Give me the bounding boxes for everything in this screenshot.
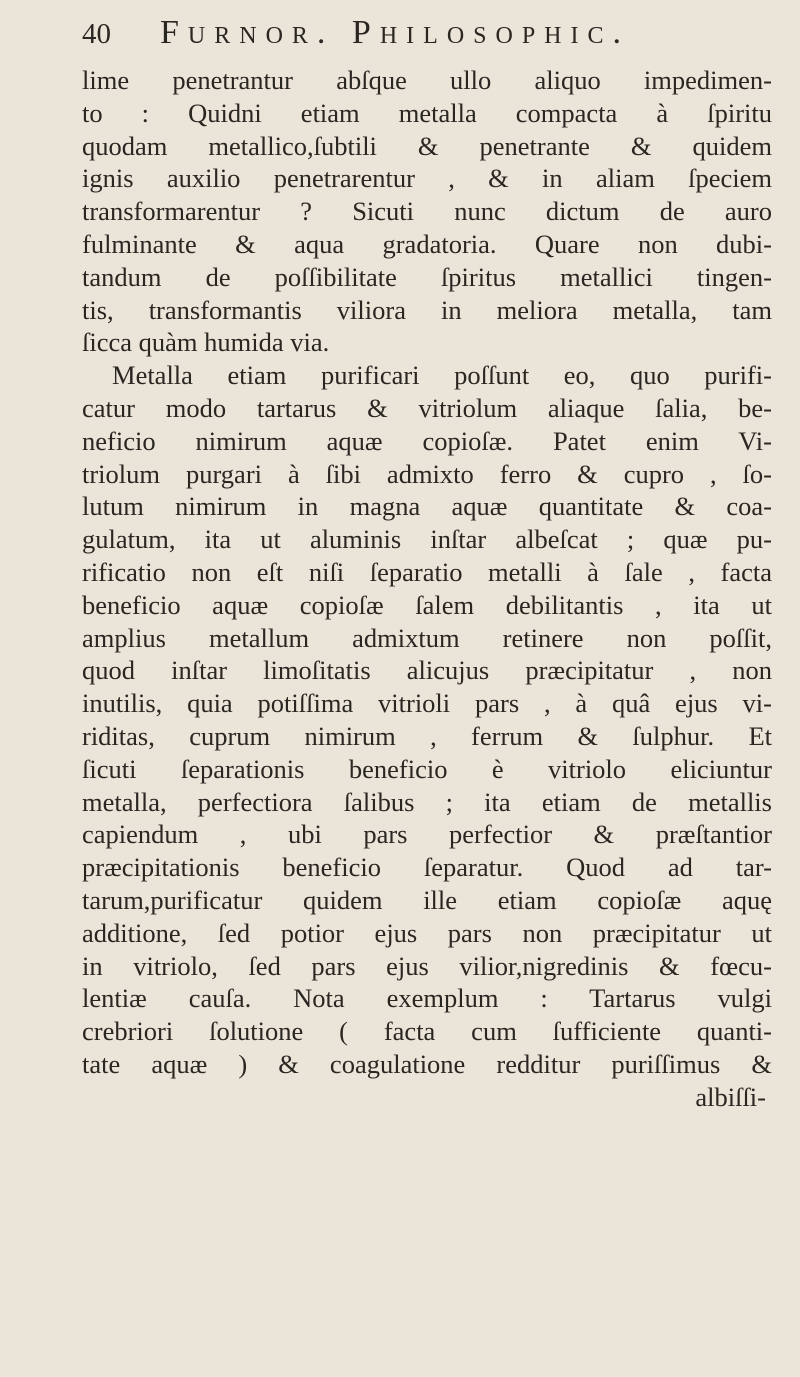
page-header bbox=[82, 14, 772, 58]
text-line: ignis auxilio penetrarentur , & in aliam ſpeciem bbox=[82, 163, 772, 194]
text-line: gulatum, ita ut aluminis inſtar albeſcat ; quæ pu- bbox=[82, 524, 772, 555]
text-line: capiendum , ubi pars perfectior & præſtantior bbox=[82, 819, 772, 850]
page-number: 40 bbox=[82, 18, 111, 50]
text-line: lutum nimirum in magna aquæ quantitate & coa- bbox=[82, 491, 772, 522]
paragraph-start-line: Metalla etiam purificari poſſunt eo, quo purifi- bbox=[112, 360, 772, 391]
text-line: to : Quidni etiam metalla compacta à ſpiritu bbox=[82, 97, 772, 128]
text-line: triolum purgari à ſibi admixto ferro & cupro , ſo- bbox=[82, 458, 772, 489]
text-line: in vitriolo, ſed pars ejus vilior,nigredinis & fœcu- bbox=[82, 950, 772, 981]
text-line: tis, transformantis viliora in meliora metalla, tam bbox=[82, 294, 772, 325]
text-line: crebriori ſolutione ( facta cum ſufficiente quanti- bbox=[82, 1016, 772, 1047]
text-line: transformarentur ? Sicuti nunc dictum de auro bbox=[82, 196, 772, 227]
text-line: lime penetrantur abſque ullo aliquo impedimen- bbox=[82, 65, 772, 95]
running-title: Furnor. Philosophic. bbox=[160, 14, 631, 51]
paragraph-end-line: ſicca quàm humida via. bbox=[82, 327, 330, 358]
text-line: tate aquæ ) & coagulatione redditur puriſſimus & bbox=[82, 1048, 772, 1079]
text-block bbox=[82, 64, 772, 1114]
text-line: tandum de poſſibilitate ſpiritus metallici tingen- bbox=[82, 261, 772, 292]
text-line: inutilis, quia potiſſima vitrioli pars , à quâ ejus vi- bbox=[82, 688, 772, 719]
text-line: catur modo tartarus & vitriolum aliaque ſalia, be- bbox=[82, 392, 772, 423]
text-line: riditas, cuprum nimirum , ferrum & ſulphur. Et bbox=[82, 720, 772, 751]
text-line: metalla, perfectiora ſalibus ; ita etiam de metallis bbox=[82, 786, 772, 817]
text-line: neficio nimirum aquæ copioſæ. Patet enim Vi- bbox=[82, 425, 772, 456]
text-line: tarum,purificatur quidem ille etiam copioſæ aquę bbox=[82, 884, 772, 915]
text-line: præcipitationis beneficio ſeparatur. Quod ad tar- bbox=[82, 852, 772, 883]
catchword: albiſſi- bbox=[695, 1081, 766, 1112]
text-line: beneficio aquæ copioſæ ſalem debilitantis , ita ut bbox=[82, 589, 772, 620]
text-line: fulminante & aqua gradatoria. Quare non dubi- bbox=[82, 228, 772, 259]
text-line: quodam metallico,ſubtili & penetrante & quidem bbox=[82, 130, 772, 161]
text-line: amplius metallum admixtum retinere non poſſit, bbox=[82, 622, 772, 653]
text-line: quod inſtar limoſitatis alicujus præcipitatur , non bbox=[82, 655, 772, 686]
text-line: additione, ſed potior ejus pars non præcipitatur ut bbox=[82, 917, 772, 948]
text-line: rificatio non eſt niſi ſeparatio metalli à ſale , facta bbox=[82, 556, 772, 587]
text-line: lentiæ cauſa. Nota exemplum : Tartarus vulgi bbox=[82, 983, 772, 1014]
text-line: ſicuti ſeparationis beneficio è vitriolo eliciuntur bbox=[82, 753, 772, 784]
